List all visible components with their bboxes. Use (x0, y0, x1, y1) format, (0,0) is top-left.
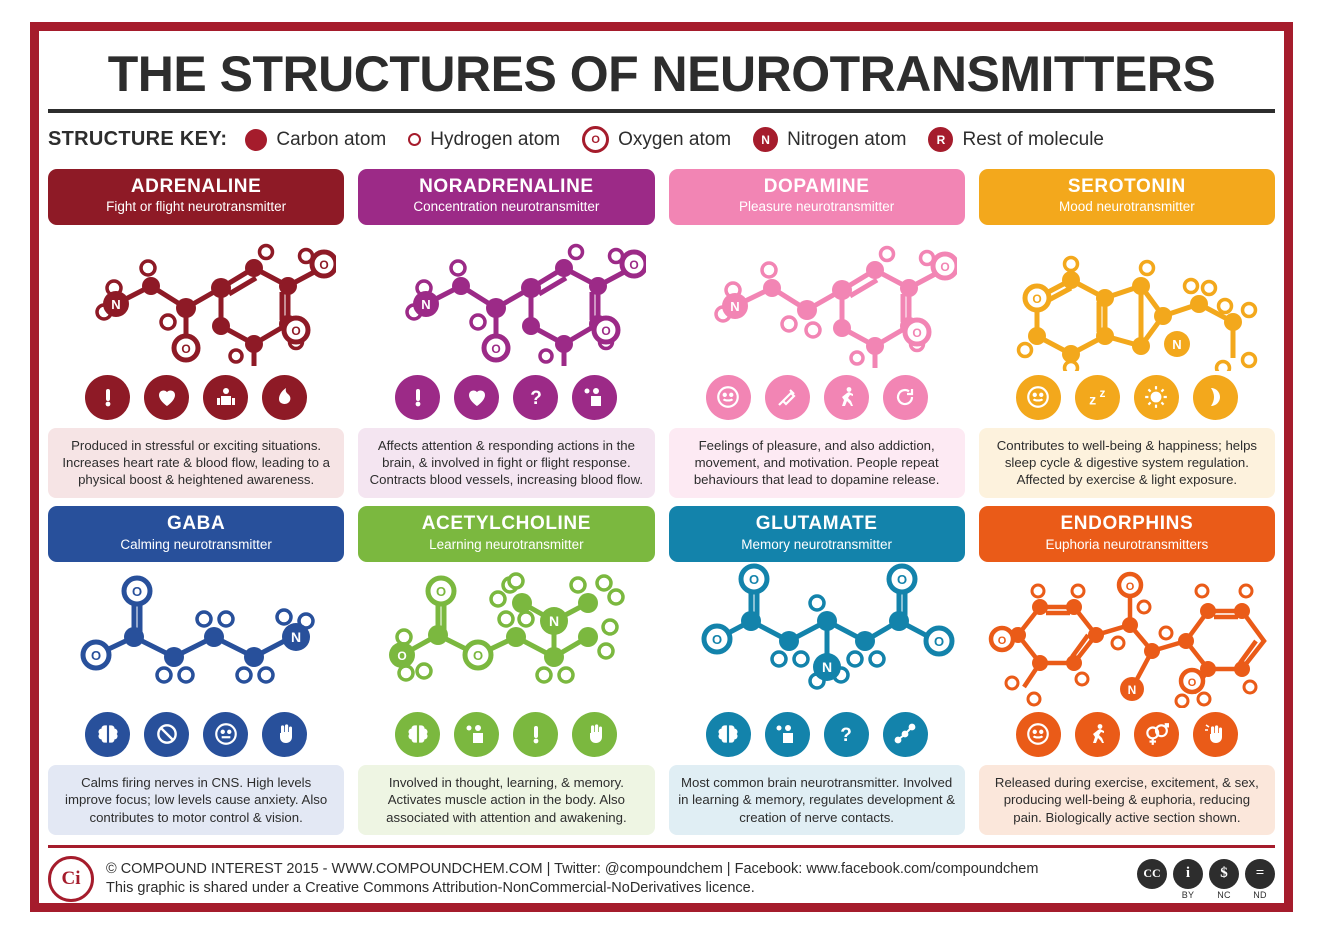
card-header-noradrenaline (358, 169, 654, 225)
card-subtitle-endorphins: Euphoria neurotransmitters (1045, 536, 1209, 552)
poster-content (48, 40, 1275, 900)
card-desc-endorphins: Released during exercise, excitement, & sex, producing well-being & euphoria, reducing pain. Biologically active section shown. (979, 765, 1275, 835)
svg-text:z: z (1099, 386, 1106, 401)
boost-icon (262, 375, 307, 420)
by-icon: i (1173, 859, 1203, 889)
svg-text:O: O (181, 342, 191, 357)
card-acetylcholine (358, 506, 654, 835)
cc-caption-nc: NC (1217, 889, 1231, 900)
svg-text:O: O (896, 572, 907, 588)
svg-text:N: N (549, 613, 560, 630)
card-serotonin (979, 169, 1275, 498)
svg-text:O: O (1188, 677, 1197, 690)
card-title-glutamate: GLUTAMATE (755, 512, 878, 534)
card-gaba (48, 506, 344, 835)
molecule-gaba (48, 562, 344, 710)
icon-row-adrenaline (48, 375, 344, 420)
key-item-carbon (245, 129, 386, 151)
card-desc-acetylcholine: Involved in thought, learning, & memory. Activates muscle action in the body. Also associated with attention and awakening. (358, 765, 654, 835)
icon-row-noradrenaline (358, 375, 654, 420)
svg-text:O: O (436, 584, 447, 600)
card-subtitle-serotonin: Mood neurotransmitter (1058, 199, 1195, 215)
svg-text:N: N (1172, 337, 1182, 353)
card-desc-glutamate: Most common brain neurotransmitter. Involved in learning & memory, regulates development & creation of nerve contacts. (669, 765, 965, 835)
molecule-acetylcholine (358, 562, 654, 710)
person-idea-icon (765, 712, 810, 757)
cc-badge-cc (1137, 859, 1167, 890)
gender-icon (1134, 712, 1179, 757)
card-subtitle-dopamine: Pleasure neurotransmitter (738, 199, 895, 215)
alert-icon (513, 712, 558, 757)
cc-caption-nd: ND (1253, 889, 1267, 900)
brain-icon (706, 712, 751, 757)
card-title-acetylcholine: ACETYLCHOLINE (421, 512, 592, 534)
nc-icon: $ (1209, 859, 1239, 889)
svg-text:O: O (933, 634, 944, 650)
card-header-serotonin (979, 169, 1275, 225)
svg-text:O: O (629, 258, 640, 273)
card-header-gaba (48, 506, 344, 562)
icon-row-gaba (48, 712, 344, 757)
stress-icon (203, 375, 248, 420)
neurotransmitter-grid (48, 169, 1275, 836)
card-desc-serotonin: Contributes to well-being & happiness; helps sleep cycle & digestive system regulation. Affected by exercise & light exposure. (979, 428, 1275, 498)
structure-key-label: STRUCTURE KEY: (48, 128, 228, 150)
rest-of-molecule-icon: R (928, 127, 953, 152)
creative-commons-badges (1137, 859, 1275, 900)
question-icon (824, 712, 869, 757)
svg-text:O: O (601, 324, 612, 339)
compound-interest-logo: Ci (48, 856, 94, 902)
svg-text:O: O (1032, 292, 1042, 307)
footer-text (106, 860, 1137, 899)
card-desc-gaba: Calms firing nerves in CNS. High levels improve focus; low levels cause anxiety. Also contributes to motor control & vision. (48, 765, 344, 835)
brain-icon (395, 712, 440, 757)
card-header-adrenaline (48, 169, 344, 225)
icon-row-glutamate (669, 712, 965, 757)
card-desc-adrenaline: Produced in stressful or exciting situations. Increases heart rate & blood flow, leading to a physical boost & heightened awareness. (48, 428, 344, 498)
nd-icon: = (1245, 859, 1275, 889)
card-noradrenaline (358, 169, 654, 498)
svg-text:O: O (319, 258, 329, 273)
key-item-nitrogen-label: Nitrogen atom (787, 128, 907, 150)
svg-text:N: N (821, 659, 832, 676)
nitrogen-atom-icon: N (753, 127, 778, 152)
cc-badge-nd (1245, 859, 1275, 900)
person-idea-icon (454, 712, 499, 757)
card-title-endorphins: ENDORPHINS (1060, 512, 1194, 534)
icon-row-dopamine (669, 375, 965, 420)
svg-text:O: O (911, 326, 922, 341)
icon-row-endorphins (979, 712, 1275, 757)
pain-icon (1193, 712, 1238, 757)
card-subtitle-glutamate: Memory neurotransmitter (741, 536, 893, 552)
alert-icon (85, 375, 130, 420)
card-subtitle-adrenaline: Fight or flight neurotransmitter (106, 199, 287, 215)
hand-icon (572, 712, 617, 757)
card-endorphins (979, 506, 1275, 835)
icon-row-acetylcholine (358, 712, 654, 757)
svg-text:N: N (111, 297, 121, 313)
card-glutamate (669, 506, 965, 835)
card-adrenaline (48, 169, 344, 498)
no-anxiety-icon (144, 712, 189, 757)
card-header-acetylcholine (358, 506, 654, 562)
key-item-oxygen (582, 126, 731, 153)
footer-line-2: This graphic is shared under a Creative Commons Attribution-NonCommercial-NoDerivatives licence. (106, 880, 755, 897)
svg-text:O: O (473, 648, 484, 664)
card-title-dopamine: DOPAMINE (763, 175, 870, 197)
card-subtitle-gaba: Calming neurotransmitter (120, 536, 272, 552)
svg-text:?: ? (840, 725, 852, 747)
heart-icon (454, 375, 499, 420)
page-title: THE STRUCTURES OF NEUROTRANSMITTERS (107, 46, 1216, 102)
svg-text:O: O (397, 649, 408, 664)
cc-icon: CC (1137, 859, 1167, 889)
key-item-rest (928, 127, 1104, 152)
runner-icon (824, 375, 869, 420)
svg-text:N: N (729, 299, 740, 315)
hand-icon (262, 712, 307, 757)
card-header-dopamine (669, 169, 965, 225)
molecule-dopamine (669, 225, 965, 373)
svg-text:O: O (939, 260, 950, 275)
molecule-adrenaline (48, 225, 344, 373)
svg-text:?: ? (530, 388, 542, 410)
card-desc-noradrenaline: Affects attention & responding actions in the brain, & involved in fight or flight response. Contracts blood vessels, increasing blood flow. (358, 428, 654, 498)
smile-icon (1016, 375, 1061, 420)
svg-text:O: O (1126, 581, 1135, 594)
carbon-atom-icon (245, 129, 267, 151)
icon-row-serotonin (979, 375, 1275, 420)
cc-caption-by: BY (1181, 889, 1195, 900)
footer (48, 856, 1275, 902)
molecule-noradrenaline (358, 225, 654, 373)
card-title-gaba: GABA (166, 512, 226, 534)
svg-text:O: O (91, 648, 102, 664)
card-title-noradrenaline: NORADRENALINE (419, 175, 594, 197)
svg-text:N: N (1128, 683, 1137, 698)
oxygen-atom-icon: O (582, 126, 609, 153)
svg-text:O: O (291, 324, 301, 339)
molecule-glutamate (669, 562, 965, 710)
title-divider (48, 109, 1275, 113)
smile-icon (706, 375, 751, 420)
question-icon (513, 375, 558, 420)
key-item-rest-label: Rest of molecule (962, 128, 1104, 150)
repeat-icon (883, 375, 928, 420)
key-item-oxygen-label: Oxygen atom (618, 128, 732, 150)
card-subtitle-acetylcholine: Learning neurotransmitter (429, 536, 584, 552)
card-header-glutamate (669, 506, 965, 562)
cc-badge-by (1173, 859, 1203, 900)
svg-text:O: O (998, 635, 1007, 648)
smile-icon (1016, 712, 1061, 757)
svg-text:O: O (491, 342, 502, 357)
card-desc-dopamine: Feelings of pleasure, and also addiction, movement, and motivation. People repeat behaviours that lead to dopamine release. (669, 428, 965, 498)
card-dopamine (669, 169, 965, 498)
key-item-hydrogen (408, 129, 560, 151)
calm-face-icon (203, 712, 248, 757)
hydrogen-atom-icon (408, 133, 421, 146)
card-subtitle-noradrenaline: Concentration neurotransmitter (413, 199, 600, 215)
key-item-carbon-label: Carbon atom (276, 128, 387, 150)
cc-badge-nc (1209, 859, 1239, 900)
molecule-serotonin (979, 225, 1275, 373)
svg-text:N: N (291, 629, 302, 646)
brain-icon (85, 712, 130, 757)
key-item-nitrogen (753, 127, 906, 152)
alert-icon (395, 375, 440, 420)
svg-text:O: O (748, 572, 759, 588)
heart-icon (144, 375, 189, 420)
sleep-icon (1075, 375, 1120, 420)
svg-text:z: z (1089, 391, 1097, 408)
sun-icon (1134, 375, 1179, 420)
runner-icon (1075, 712, 1120, 757)
network-icon (883, 712, 928, 757)
key-item-hydrogen-label: Hydrogen atom (430, 128, 561, 150)
svg-text:O: O (711, 632, 722, 648)
svg-text:O: O (132, 584, 143, 600)
person-idea-icon (572, 375, 617, 420)
card-title-adrenaline: ADRENALINE (130, 175, 262, 197)
footer-divider (48, 845, 1275, 848)
footer-line-1: © COMPOUND INTEREST 2015 - WWW.COMPOUNDCHEM.COM | Twitter: @compoundchem | Facebook: www.facebook.com/compoundchem (106, 860, 1039, 877)
syringe-icon (765, 375, 810, 420)
digestion-icon (1193, 375, 1238, 420)
structure-key (48, 123, 1275, 157)
molecule-endorphins (979, 562, 1275, 710)
svg-text:N: N (421, 297, 432, 313)
card-title-serotonin: SEROTONIN (1067, 175, 1186, 197)
card-header-endorphins (979, 506, 1275, 562)
